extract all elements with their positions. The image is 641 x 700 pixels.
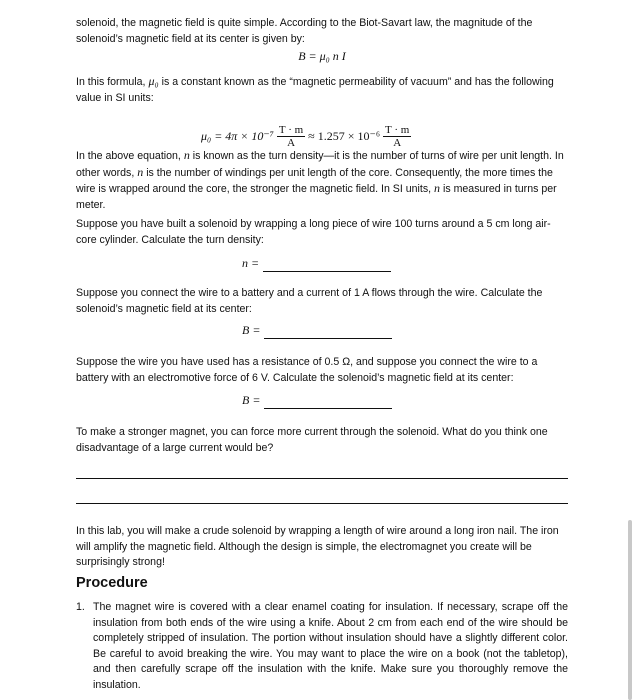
answer-row-b1 [242, 323, 392, 339]
p3-part-a: In the above equation, [76, 150, 181, 162]
p3-part-c: is the number of windings per unit length of the core. Consequently, the more times the wire is wrapped around the core, the stronger the magnetic field. In SI units, [76, 166, 553, 195]
n-symbol: n [137, 164, 144, 179]
solenoid-field-equation [76, 49, 568, 65]
question-1: Suppose you have built a solenoid by wrapping a long piece of wire 100 turns around a 5 cm long air-core cylinder. Calculate the turn density: [76, 218, 551, 246]
intro-paragraph: solenoid, the magnetic field is quite simple. According to the Biot-Savart law, the magnitude of the solenoid’s magnetic field at its center is given by: [76, 17, 533, 45]
procedure-step-1 [76, 600, 568, 693]
b-equals-label: B = [242, 393, 261, 407]
lab-intro-paragraph: In this lab, you will make a crude solenoid by wrapping a length of wire around a long iron nail. The iron will amplify the magnetic field. Although the design is simple, the electromagnet you create will be surprisingly strong! [76, 525, 559, 568]
mu0-symbol: μ₀ [148, 74, 159, 88]
unit-numerator: T · m [385, 124, 410, 136]
n-equals-label: n = [242, 256, 260, 270]
mu0-value: μ₀ = 4π × 10⁻⁷ [201, 128, 274, 143]
unit-denominator: A [393, 137, 402, 149]
b-equals-label: B = [242, 323, 261, 337]
permeability-paragraph [76, 74, 568, 106]
p3-part-d: is measured in turns per meter. [76, 183, 557, 211]
answer-blank-b2[interactable] [264, 408, 392, 409]
n-symbol: n [434, 181, 441, 195]
unit-fraction-1 [277, 124, 305, 149]
answer-blank-b1[interactable] [264, 338, 392, 339]
step-text: The magnet wire is covered with a clear enamel coating for insulation. If necessary, scrape off the insulation from both ends of the wire using a knife. About 2 cm from each end of the wire should be completely stripped of insulation. The portion without insulation should have a slightly different color. Be careful to avoid breaking the wire. You may want to place the wire on a book (not the tabletop), and then carefully scrape off the insulation with the knife. Make sure you thoroughly remove the insulation. [93, 601, 568, 691]
n-symbol: n [183, 148, 190, 162]
p2-part-b: is a constant known as the “magnetic permeability of vacuum” and has the following value in SI units: [76, 76, 554, 104]
question-3: Suppose the wire you have used has a resistance of 0.5 Ω, and suppose you connect the wire to a battery with an electromotive force of 6 V. Calculate the solenoid’s magnetic field at its center: [76, 356, 538, 384]
permeability-equation [201, 124, 414, 149]
unit-numerator: T · m [278, 124, 304, 136]
answer-row-n [242, 256, 391, 272]
p2-part-a: In this formula, [76, 76, 146, 88]
scrollbar[interactable] [628, 520, 632, 700]
answer-blank-n[interactable] [263, 271, 391, 272]
question-2: Suppose you connect the wire to a battery and a current of 1 A flows through the wire. Calculate the solenoid’s magnetic field at its center: [76, 287, 543, 315]
unit-denominator: A [287, 137, 296, 149]
procedure-heading: Procedure [76, 575, 148, 591]
unit-fraction-2 [383, 124, 411, 149]
question-4: To make a stronger magnet, you can force more current through the solenoid. What do you think one disadvantage of a large current would be? [76, 426, 548, 454]
answer-line-2[interactable] [76, 503, 568, 504]
answer-line-1[interactable] [76, 478, 568, 479]
p3-part-b: is known as the turn density—it is the number of turns of wire per unit length. In other words, [76, 150, 564, 179]
approx-value: ≈ 1.257 × 10⁻⁶ [308, 128, 381, 143]
answer-row-b2 [242, 393, 392, 409]
turn-density-paragraph [76, 148, 568, 213]
step-number: 1. [76, 601, 85, 613]
equation-text: B = μ₀ n I [298, 49, 346, 63]
